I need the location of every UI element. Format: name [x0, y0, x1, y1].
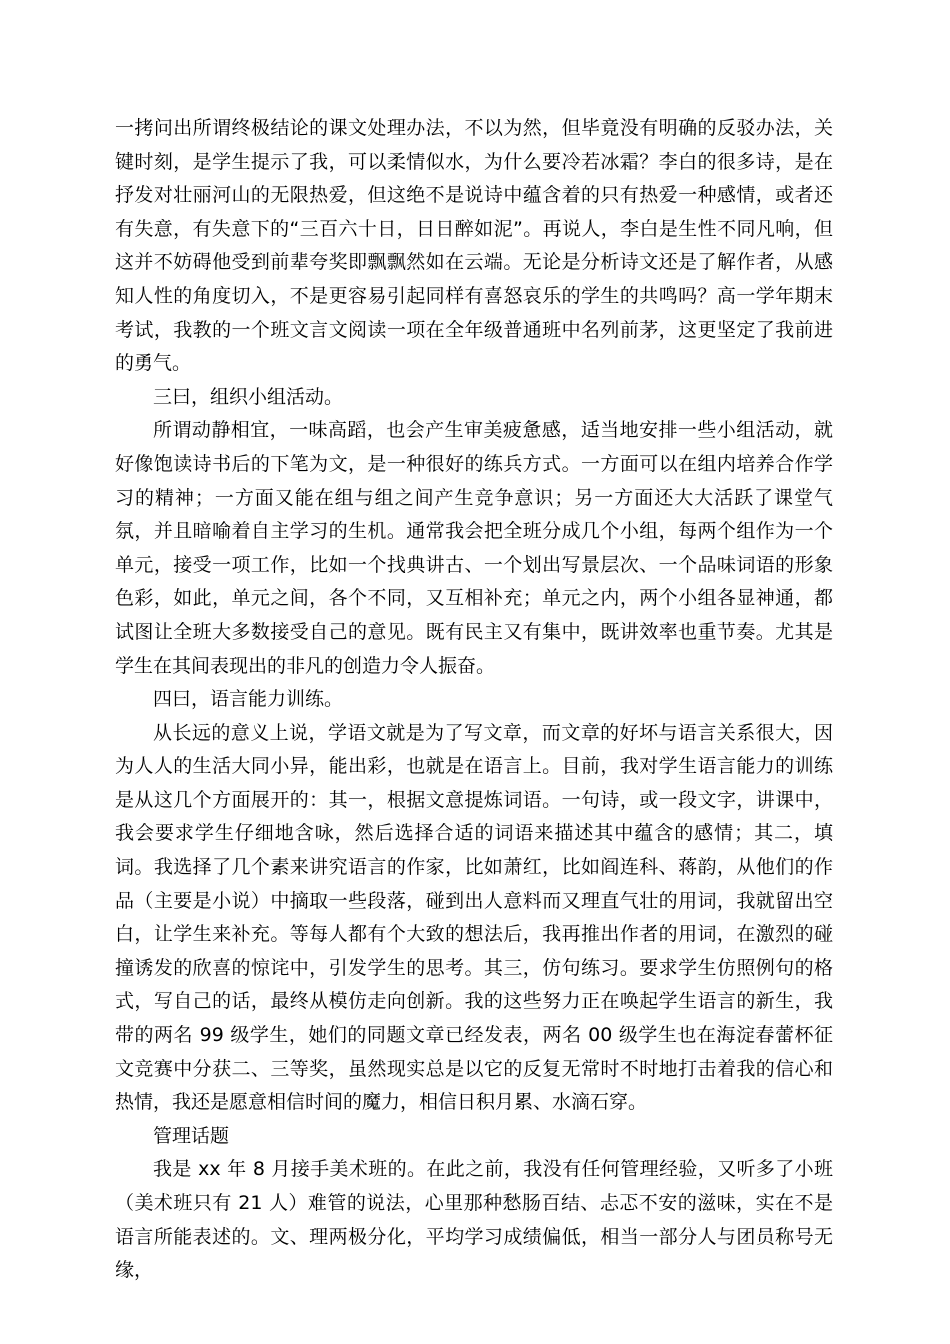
body-paragraph-language-training: 从长远的意义上说，学语文就是为了写文章，而文章的好坏与语言关系很大，因为人人的生活大同小异，能出彩，也就是在语言上。目前，我对学生语言能力的训练是从这几个方面展开的：其一，根据文意提炼词语。一句诗，或一段文字，讲课中，我会要求学生仔细地含咏，然后选择合适的词语来描述其中蕴含的感情；其二，填词。我选择了几个素来讲究语言的作家，比如萧红，比如阎连科、蒋韵，从他们的作品（主要是小说）中摘取一些段落，碰到出人意料而又理直气壮的用词，我就留出空白，让学生来补充。等每人都有个大致的想法后，我再推出作者的用词，在激烈的碰撞诱发的欣喜的惊诧中，引发学生的思考。其三，仿句练习。要求学生仿照例句的格式，写自己的话，最终从模仿走向创新。我的这些努力正在唤起学生语言的新生，我带的两名 99 级学生，她们的同题文章已经发表，两名 00 级学生也在海淀春蕾杯征文竞赛中分获二、三等奖，虽然现实总是以它的反复无常时不时地打击着我的信心和热情，我还是愿意相信时间的魔力，相信日积月累、水滴石穿。 [115, 721, 833, 1114]
body-paragraph-group-activity: 所谓动静相宜，一味高蹈，也会产生审美疲惫感，适当地安排一些小组活动，就好像饱读诗书后的下笔为文，是一种很好的练兵方式。一方面可以在组内培养合作学习的精神；一方面又能在组与组之间产生竞争意识；另一方面还大大活跃了课堂气氛，并且暗喻着自主学习的生机。通常我会把全班分成几个小组，每两个组作为一个单元，接受一项工作，比如一个找典讲古、一个划出写景层次、一个品味词语的形象色彩，如此，单元之间，各个不同，又互相补充；单元之内，两个小组各显神通，都试图让全班大多数接受自己的意见。既有民主又有集中，既讲效率也重节奏。尤其是学生在其间表现出的非凡的创造力令人振奋。 [115, 419, 833, 677]
section-heading-management: 管理话题 [153, 1124, 230, 1147]
section-heading-language-training: 四曰，语言能力训练。 [153, 688, 344, 711]
body-paragraph-continuation: 一拷问出所谓终极结论的课文处理办法，不以为然，但毕竟没有明确的反驳办法，关键时刻，是学生提示了我，可以柔情似水，为什么要冷若冰霜？李白的很多诗，是在抒发对壮丽河山的无限热爱，但这绝不是说诗中蕴含着的只有热爱一种感情，或者还有失意，有失意下的“三百六十日，日日醉如泥”。再说人，李白是生性不同凡响，但这并不妨碍他受到前辈夸奖即飘飘然如在云端。无论是分析诗文还是了解作者，从感知人性的角度切入，不是更容易引起同样有喜怒哀乐的学生的共鸣吗？高一学年期末考试，我教的一个班文言文阅读一项在全年级普通班中名列前茅，这更坚定了我前进的勇气。 [115, 117, 833, 375]
document-page [115, 112, 833, 1288]
body-paragraph-management: 我是 xx 年 8 月接手美术班的。在此之前，我没有任何管理经验，又听多了小班（美术班只有 21 人）难管的说法，心里那种愁肠百结、忐忑不安的滋味，实在不是语言所能表述的。文、理两极分化，平均学习成绩偏低，相当一部分人与团员称号无缘， [115, 1158, 833, 1282]
section-heading-group-activity: 三曰，组织小组活动。 [153, 385, 344, 408]
